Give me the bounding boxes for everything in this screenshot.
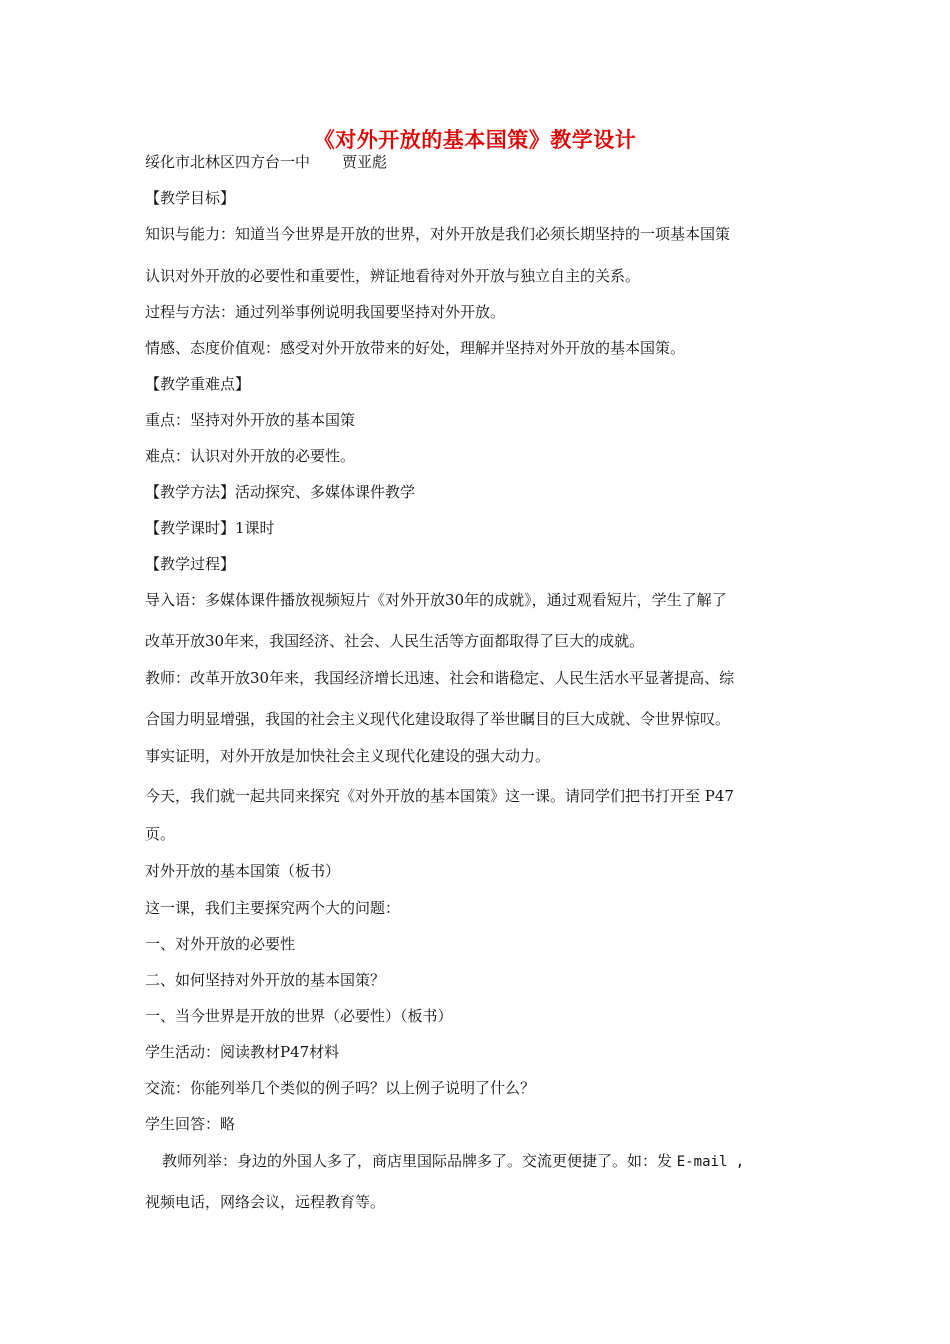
paragraph-line: 事实证明，对外开放是加快社会主义现代化建设的强大动力。 <box>145 747 551 765</box>
paragraph-line: 学生活动：阅读教材P47材料 <box>145 1043 340 1061</box>
paragraph-line: 改革开放30年来，我国经济、社会、人民生活等方面都取得了巨大的成就。 <box>145 632 645 650</box>
author-name: 贾亚彪 <box>342 153 388 171</box>
paragraph-line: 交流：你能列举几个类似的例子吗？以上例子说明了什么？ <box>145 1079 536 1097</box>
paragraph-line: 这一课，我们主要探究两个大的问题： <box>145 899 401 917</box>
email-token: E-mail , <box>676 1154 745 1170</box>
paragraph-line: 情感、态度价值观：感受对外开放带来的好处，理解并坚持对外开放的基本国策。 <box>145 339 686 357</box>
paragraph-line: 合国力明显增强，我国的社会主义现代化建设取得了举世瞩目的巨大成就、令世界惊叹。 <box>145 710 731 728</box>
section-heading-key-points: 【教学重难点】 <box>145 375 251 393</box>
paragraph-line: 视频电话，网络会议，远程教育等。 <box>145 1193 386 1211</box>
paragraph-line: 学生回答：略 <box>145 1115 236 1133</box>
paragraph-line: 知识与能力：知道当今世界是开放的世界，对外开放是我们必须长期坚持的一项基本国策 <box>145 225 731 243</box>
section-heading-hours: 【教学课时】1课时 <box>145 519 275 537</box>
paragraph-line: 今天，我们就一起共同来探究《对外开放的基本国策》这一课。请同学们把书打开至 P47 <box>145 787 734 805</box>
document-title: 《对外开放的基本国策》教学设计 <box>313 127 637 152</box>
paragraph-line: 认识对外开放的必要性和重要性，辨证地看待对外开放与独立自主的关系。 <box>145 267 641 285</box>
paragraph-line: 难点：认识对外开放的必要性。 <box>145 447 356 465</box>
paragraph-line: 重点：坚持对外开放的基本国策 <box>145 411 356 429</box>
paragraph-line: 过程与方法：通过列举事例说明我国要坚持对外开放。 <box>145 303 506 321</box>
paragraph-text: 教师列举：身边的外国人多了，商店里国际品牌多了。交流更便捷了。如：发 <box>162 1152 673 1170</box>
author-line <box>145 152 387 172</box>
paragraph-line: 一、当今世界是开放的世界（必要性）（板书） <box>145 1007 453 1025</box>
list-item: 一、对外开放的必要性 <box>145 935 296 953</box>
author-school: 绥化市北林区四方台一中 <box>145 153 311 171</box>
paragraph-line: 教师：改革开放30年来，我国经济增长迅速、社会和谐稳定、人民生活水平显著提高、综 <box>145 669 735 687</box>
paragraph-line: 页。 <box>145 825 176 843</box>
section-heading-objectives: 【教学目标】 <box>145 189 236 207</box>
section-heading-process: 【教学过程】 <box>145 555 236 573</box>
section-heading-methods: 【教学方法】活动探究、多媒体课件教学 <box>145 483 416 501</box>
paragraph-line <box>162 1151 744 1172</box>
list-item: 二、如何坚持对外开放的基本国策？ <box>145 971 386 989</box>
paragraph-line: 对外开放的基本国策（板书） <box>145 862 341 880</box>
paragraph-line: 导入语：多媒体课件播放视频短片《对外开放30年的成就》，通过观看短片，学生了解了 <box>145 591 727 609</box>
